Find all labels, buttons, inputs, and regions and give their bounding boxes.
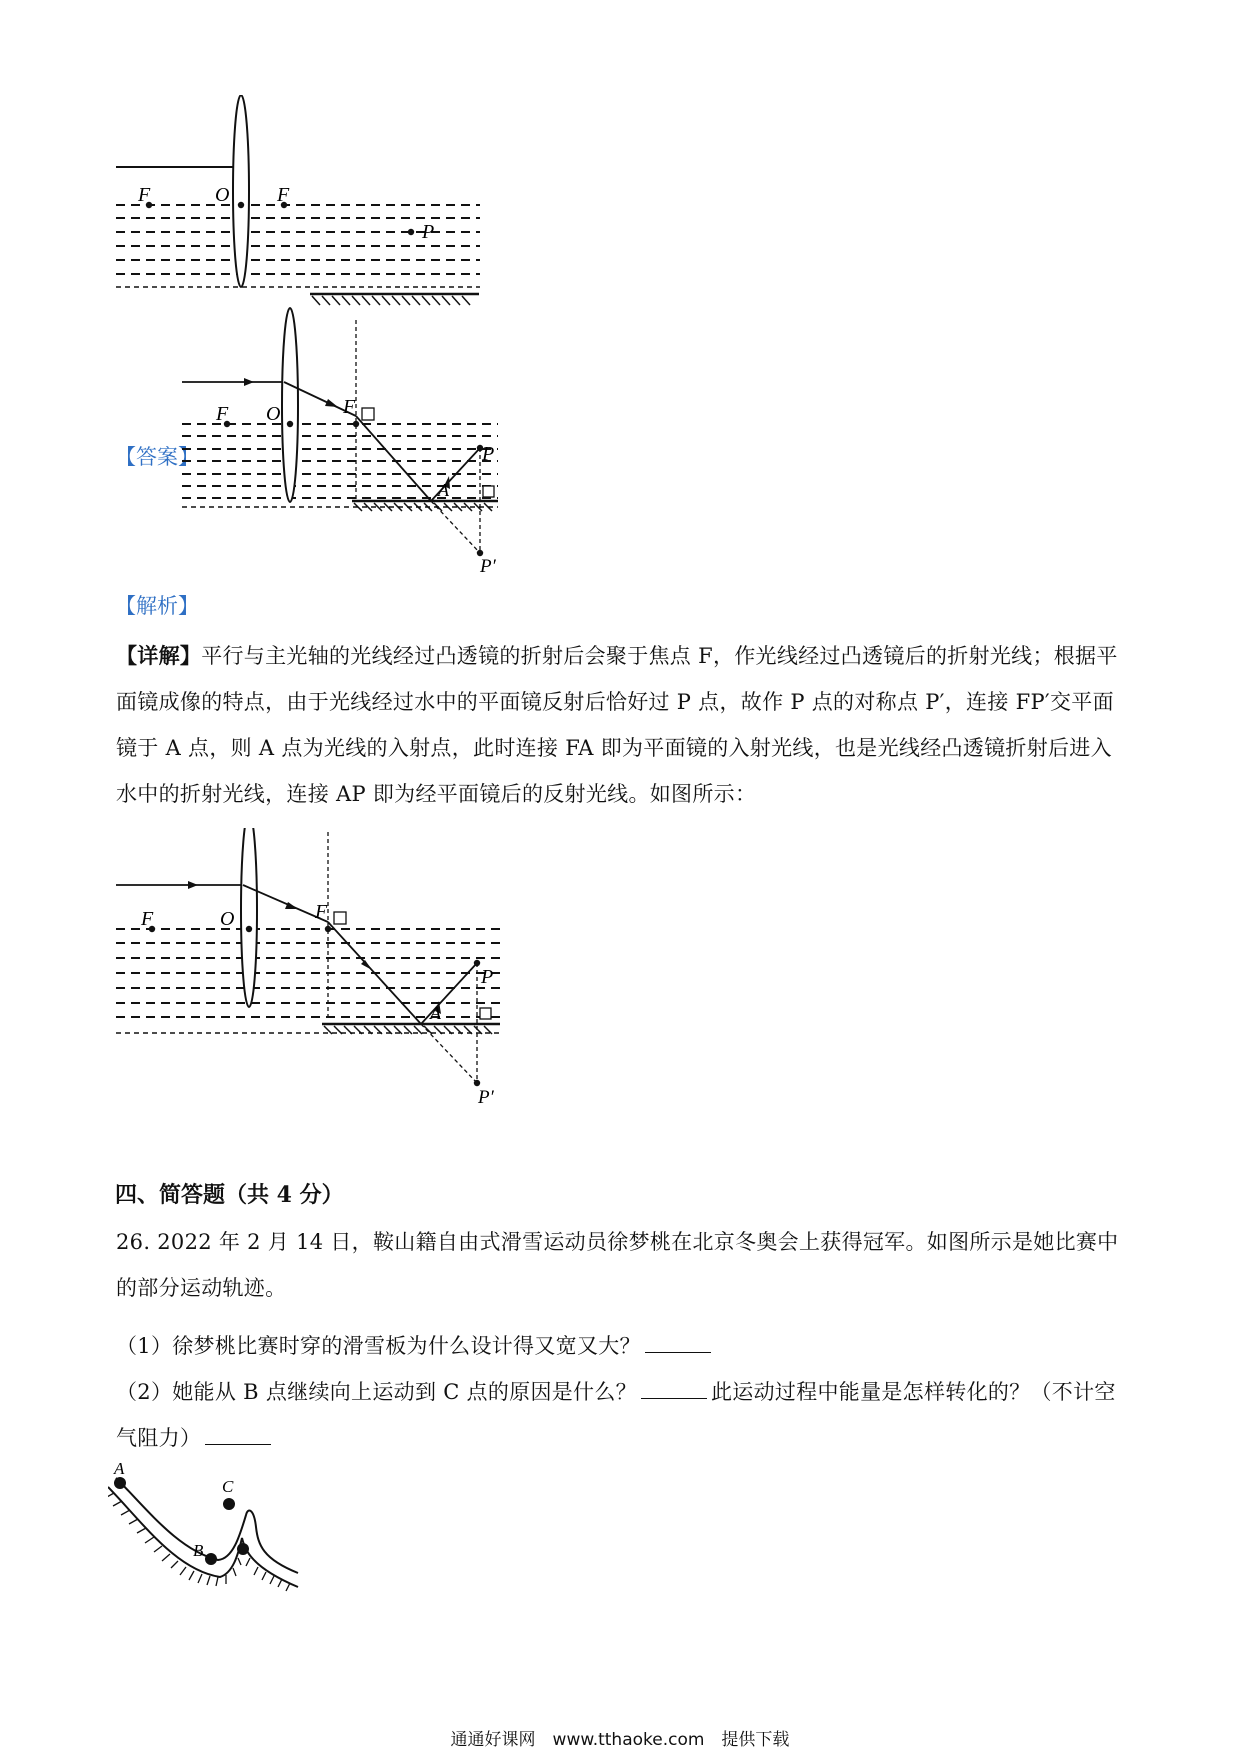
center-label: O (215, 184, 230, 206)
answer-tag: 【答案】 (115, 445, 199, 469)
question-26-sub1 (116, 1323, 1126, 1369)
ski-track-figure (108, 1455, 308, 1600)
point-b-label: B (193, 1541, 204, 1560)
point-a-label: A (430, 1003, 441, 1023)
point-p-label: P (482, 443, 495, 465)
detail-text: 平行与主光轴的光线经过凸透镜的折射后会聚于焦点 F，作光线经过凸透镜后的折射光线；根据平面镜成像的特点，由于光线经过水中的平面镜反射后恰好过 P 点，故作 P 点的对称点 P′，连接 FP′交平面镜于 A 点，则 A 点为光线的入射点，此时连接 FA 即为平面镜的入射光线，也是光线经凸透镜折射后进入水中的折射光线，连接 AP 即为经平面镜后的反射光线。如图所示： (116, 644, 1118, 806)
point-a-label: A (438, 480, 449, 500)
center-label: O (266, 403, 281, 425)
analysis-tag: 【解析】 (115, 594, 199, 618)
point-p-label: P (422, 221, 435, 243)
lens-diagram-explanation (100, 828, 520, 1118)
point-p-prime-label: P′ (480, 556, 496, 575)
detail-tag: 【详解】 (116, 643, 202, 668)
focus-label-left: F (216, 403, 229, 425)
sub1-text: （1）徐梦桃比赛时穿的滑雪板为什么设计得又宽又大？ (116, 1334, 641, 1358)
answer-blank (645, 1330, 711, 1353)
page-footer: 通通好课网 www.tthaoke.com 提供下载 (450, 1730, 790, 1750)
section-title: 四、简答题（共 4 分） (115, 1182, 344, 1208)
point-p-label: P (481, 966, 494, 988)
sub2-text-a: （2）她能从 B 点继续向上运动到 C 点的原因是什么？ (116, 1380, 637, 1404)
point-c-label: C (222, 1477, 234, 1496)
focus-label-right: F (343, 396, 356, 418)
center-label: O (220, 908, 235, 930)
lens-diagram-answer (180, 290, 520, 575)
answer-blank (641, 1376, 707, 1399)
answer-blank (205, 1422, 271, 1445)
focus-label-right: F (277, 184, 290, 206)
focus-label-left: F (141, 908, 154, 930)
question-26-sub2 (116, 1369, 1126, 1461)
focus-label-right: F (315, 901, 328, 923)
detail-paragraph (116, 633, 1126, 817)
lens-diagram-problem (100, 95, 500, 310)
sub2-text-b: 此运动过程中能量是怎样转化的？（不计空气阻力） (116, 1380, 1116, 1450)
focus-label-left: F (138, 184, 151, 206)
question-26-stem: 26. 2022 年 2 月 14 日，鞍山籍自由式滑雪运动员徐梦桃在北京冬奥会上获得冠军。如图所示是她比赛中的部分运动轨迹。 (116, 1230, 1119, 1300)
point-p-prime-label: P′ (478, 1087, 494, 1108)
point-a-label: A (114, 1459, 125, 1478)
